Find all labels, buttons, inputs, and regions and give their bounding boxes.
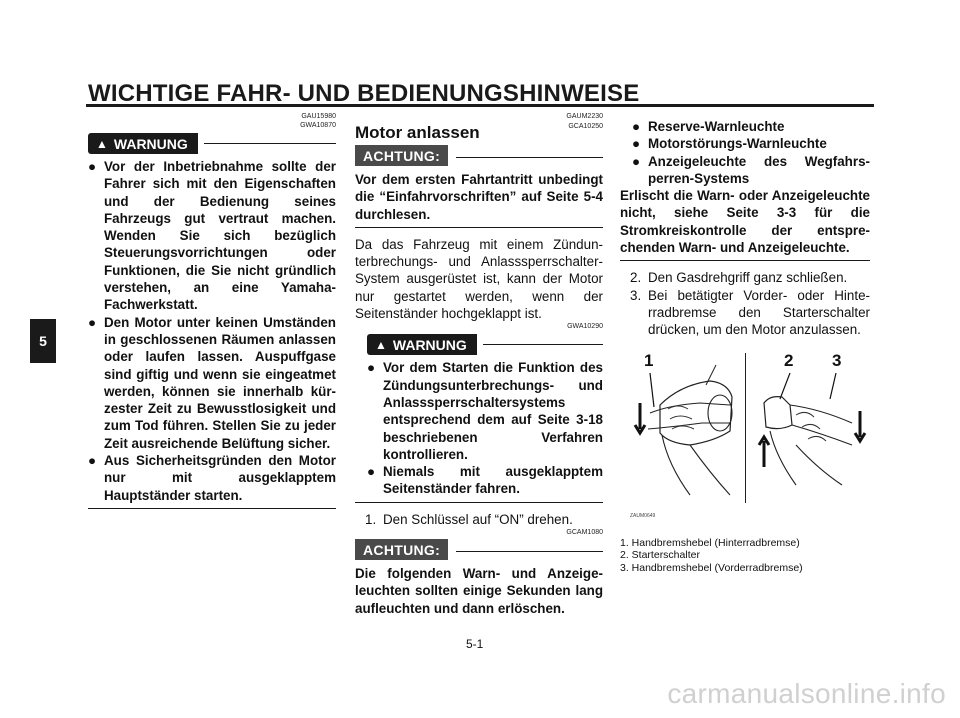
column-1 — [88, 112, 336, 517]
bullet-icon: ● — [88, 453, 97, 469]
legend-item: 3. Handbremshebel (Vorderradbremse) — [620, 561, 803, 574]
achtung-label: ACHTUNG: — [355, 145, 448, 166]
warning-label-box — [88, 133, 198, 154]
step-list — [355, 511, 603, 528]
bullet-icon: ● — [632, 119, 641, 134]
figure-label-3: 3 — [832, 350, 842, 370]
achtung-rule — [456, 551, 603, 552]
warning-rule — [483, 344, 603, 345]
warning-rule — [204, 143, 336, 144]
figure-label-1: 1 — [644, 350, 654, 370]
warning-label: WARNUNG — [392, 336, 467, 353]
list-item: 1. Den Schlüssel auf “ON” drehen. — [365, 511, 573, 527]
warning-bullet-list — [88, 158, 336, 504]
achtung-banner — [355, 145, 603, 166]
section-end-rule — [620, 260, 870, 261]
achtung-banner — [355, 539, 603, 560]
achtung-text: Vor dem ersten Fahrtantritt unbedingt die “Einfahrvorschriften” auf Seite 5-4 durchlesen. — [355, 172, 603, 222]
ref-code: GCA10250 — [568, 123, 603, 130]
list-item: ● Niemals mit ausgeklapptem Seitenständer fahren. — [367, 464, 603, 497]
figure-legend — [620, 537, 870, 575]
chapter-tab: 5 — [30, 319, 56, 363]
ref-code: GWA10290 — [567, 323, 603, 331]
warning-label-box — [367, 334, 477, 355]
list-item: 3. Bei betätigter Vorder- oder Hinterradbremse den Starterschalter drücken, um den Motor anzulassen. — [630, 287, 870, 338]
column-3 — [620, 118, 870, 574]
legend-item: 1. Handbremshebel (Hinterradbremse) — [620, 536, 800, 549]
warning-triangle-icon: ▲ — [96, 136, 108, 151]
section-end-rule — [355, 227, 603, 228]
handlebar-illustration — [620, 345, 870, 535]
header-rule — [86, 104, 874, 107]
bullet-icon: ● — [632, 136, 641, 152]
watermark: carmanualsonline.info — [667, 678, 946, 709]
achtung-text: Erlischt die Warn- oder Anzeigeleuchte nicht, siehe Seite 3-3 für die Stromkreiskontrolle der entsprechenden Warn- und Anzeigeleuchte. — [620, 188, 870, 256]
ref-code: GAUM2230 — [566, 113, 603, 120]
bullet-icon: ● — [367, 464, 376, 480]
ref-code: GAU15980 — [301, 113, 336, 120]
step-list — [620, 269, 870, 338]
bullet-icon: ● — [88, 314, 97, 330]
warning-label: WARNUNG — [113, 135, 188, 152]
bullet-icon: ● — [88, 159, 97, 174]
bullet-icon: ● — [367, 360, 376, 376]
bullet-icon: ● — [632, 153, 641, 169]
warning-banner — [355, 334, 603, 355]
section-end-rule — [355, 502, 603, 503]
column-2 — [355, 112, 603, 617]
section-end-rule — [88, 508, 336, 509]
indicator-bullet-list — [620, 118, 870, 187]
warning-banner — [88, 133, 336, 154]
list-item: ● Vor dem Starten die Funktion des Zündungsunterbrechungs- und Anlasssperrschaltersystems entsprechend dem auf Seite 3-18 beschriebenen Verfahren kontrollieren. — [367, 360, 603, 462]
list-item: ● Aus Sicherheitsgründen den Motor nur mit ausgeklapptem Hauptständer starten. — [88, 453, 336, 503]
list-item: ● Motorstörungs-Warnleuchte — [632, 136, 827, 152]
list-item: ● Anzeigeleuchte des Wegfahrsperren-Systems — [632, 153, 870, 186]
figure-label-2: 2 — [784, 350, 794, 370]
achtung-rule — [456, 157, 603, 158]
legend-item: 2. Starterschalter — [620, 549, 700, 562]
ref-code: GWA10870 — [300, 122, 336, 129]
section-title: Motor anlassen — [355, 123, 480, 142]
list-item: ● Den Motor unter keinen Umständen in geschlossenen Räumen anlassen oder laufen lassen. Auspuffgase sind giftig und wenn sie eingeatmet werden, können sie innerhalb kürzester Zeit zu Bewusstlosigkeit und zum Tod führen. Stellen Sie zu jeder Zeit ausreichende Belüftung sicher. — [88, 314, 336, 451]
page-number: 5-1 — [466, 637, 484, 651]
achtung-text: Die folgenden Warn- und Anzeigeleuchten sollten einige Sekunden lang aufleuchten und dann erlöschen. — [355, 566, 603, 616]
warning-triangle-icon: ▲ — [375, 337, 387, 352]
list-item: ● Vor der Inbetriebnahme sollte der Fahrer sich mit den Eigenschaften und der Bedienung seines Fahrzeugs gut vertraut machen. Wenden Sie sich bezüglich Steuerungsvorrichtungen oder Funktionen, die Sie nicht gründlich verstehen, an eine Yamaha-Fachwerkstatt. — [88, 159, 336, 313]
handlebar-drawing — [620, 345, 870, 535]
body-paragraph: Da das Fahrzeug mit einem Zündunterbrechungs- und Anlasssperrschalter-System ausgerüstet ist, kann der Motor nur gestartet werden, wenn der Seitenständer hochgeklappt ist. — [355, 236, 603, 322]
warning-bullet-list — [355, 359, 603, 497]
page-header-title: WICHTIGE FAHR- UND BEDIENUNGSHINWEISE — [88, 80, 640, 107]
list-item: 2. Den Gasdrehgriff ganz schließen. — [630, 270, 848, 286]
ref-code: GCAM1080 — [566, 529, 603, 537]
achtung-label: ACHTUNG: — [355, 539, 448, 560]
list-item: ● Reserve-Warnleuchte — [632, 119, 785, 134]
figure-code: ZAUM0649 — [630, 512, 656, 519]
